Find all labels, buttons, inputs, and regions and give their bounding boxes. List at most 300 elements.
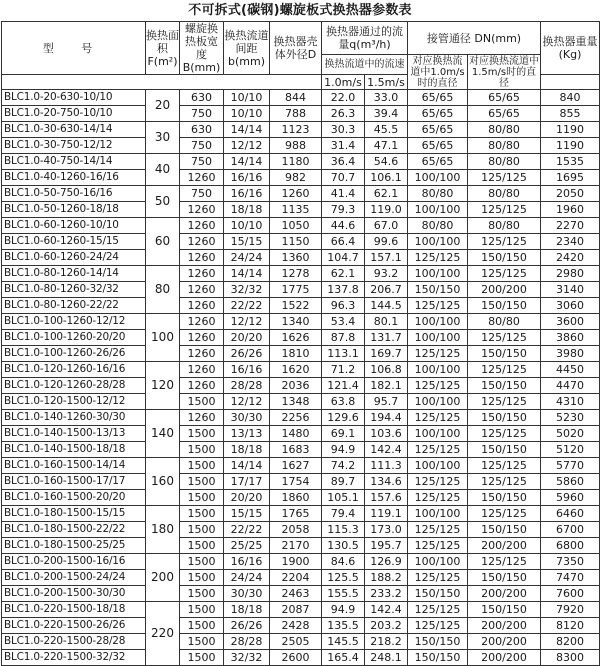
cell-flow-15: 218.2 — [365, 634, 408, 650]
cell-flow-1: 94.9 — [322, 602, 365, 618]
cell-dn-15: 125/125 — [468, 458, 541, 474]
cell-shell-od: 2428 — [270, 618, 322, 634]
cell-plate-width: 630 — [180, 122, 224, 138]
cell-plate-width: 1500 — [180, 586, 224, 602]
cell-flow-1: 22.0 — [322, 90, 365, 106]
table-row — [2, 298, 600, 314]
cell-weight: 2050 — [541, 186, 600, 202]
cell-plate-width: 1500 — [180, 522, 224, 538]
cell-plate-width: 1260 — [180, 218, 224, 234]
cell-model: BLC1.0-100-1260-12/12 — [2, 314, 146, 330]
cell-shell-od: 1180 — [270, 154, 322, 170]
cell-flow-1: 44.6 — [322, 218, 365, 234]
cell-shell-od: 1340 — [270, 314, 322, 330]
cell-model: BLC1.0-50-750-16/16 — [2, 186, 146, 202]
table-row — [2, 378, 600, 394]
cell-shell-od: 1278 — [270, 266, 322, 282]
cell-dn-1: 100/100 — [408, 506, 468, 522]
cell-flow-1: 155.5 — [322, 586, 365, 602]
cell-model: BLC1.0-220-1500-18/18 — [2, 602, 146, 618]
cell-flow-15: 157.6 — [365, 490, 408, 506]
cell-dn-1: 80/80 — [408, 186, 468, 202]
cell-flow-1: 96.3 — [322, 298, 365, 314]
header-flow-sub: 换热流道中的流速 — [322, 55, 408, 75]
cell-weight: 3860 — [541, 330, 600, 346]
cell-dn-1: 125/125 — [408, 538, 468, 554]
cell-plate-width: 1500 — [180, 570, 224, 586]
cell-flow-1: 105.1 — [322, 490, 365, 506]
cell-flow-1: 63.8 — [322, 394, 365, 410]
table-row — [2, 506, 600, 522]
cell-dn-1: 125/125 — [408, 474, 468, 490]
header-flow-1: 1.0m/s — [322, 75, 365, 90]
cell-weight: 1535 — [541, 154, 600, 170]
cell-dn-1: 100/100 — [408, 234, 468, 250]
cell-model: BLC1.0-60-1260-24/24 — [2, 250, 146, 266]
cell-model: BLC1.0-80-1260-22/22 — [2, 298, 146, 314]
cell-weight: 8120 — [541, 618, 600, 634]
cell-flow-15: 95.7 — [365, 394, 408, 410]
cell-shell-od: 1810 — [270, 346, 322, 362]
cell-flow-1: 30.3 — [322, 122, 365, 138]
cell-dn-15: 200/200 — [468, 282, 541, 298]
cell-dn-1: 65/65 — [408, 90, 468, 106]
cell-shell-od: 2600 — [270, 650, 322, 666]
parameter-table — [1, 21, 600, 666]
cell-dn-15: 150/150 — [468, 378, 541, 394]
cell-dn-1: 125/125 — [408, 410, 468, 426]
cell-plate-width: 630 — [180, 90, 224, 106]
cell-area: 60 — [146, 218, 180, 266]
cell-model: BLC1.0-160-1500-17/17 — [2, 474, 146, 490]
table-row — [2, 266, 600, 282]
cell-area: 40 — [146, 154, 180, 186]
cell-flow-1: 121.4 — [322, 378, 365, 394]
cell-flow-15: 80.1 — [365, 314, 408, 330]
cell-area: 160 — [146, 458, 180, 506]
cell-channel-gap: 15/15 — [224, 234, 270, 250]
cell-weight: 5860 — [541, 474, 600, 490]
cell-weight: 3600 — [541, 314, 600, 330]
cell-plate-width: 1500 — [180, 538, 224, 554]
cell-dn-1: 125/125 — [408, 522, 468, 538]
cell-shell-od: 1626 — [270, 330, 322, 346]
cell-weight: 3980 — [541, 346, 600, 362]
table-row — [2, 218, 600, 234]
cell-dn-15: 150/150 — [468, 346, 541, 362]
cell-shell-od: 1360 — [270, 250, 322, 266]
cell-shell-od: 1900 — [270, 554, 322, 570]
cell-plate-width: 750 — [180, 186, 224, 202]
cell-shell-od: 1765 — [270, 506, 322, 522]
table-row — [2, 346, 600, 362]
cell-flow-1: 130.5 — [322, 538, 365, 554]
table-row — [2, 186, 600, 202]
cell-channel-gap: 10/10 — [224, 106, 270, 122]
table-row — [2, 154, 600, 170]
cell-plate-width: 1260 — [180, 330, 224, 346]
cell-plate-width: 1260 — [180, 282, 224, 298]
cell-dn-15: 200/200 — [468, 634, 541, 650]
cell-dn-1: 100/100 — [408, 314, 468, 330]
cell-flow-1: 113.1 — [322, 346, 365, 362]
cell-dn-1: 150/150 — [408, 586, 468, 602]
cell-plate-width: 1260 — [180, 362, 224, 378]
cell-plate-width: 1500 — [180, 474, 224, 490]
cell-plate-width: 1260 — [180, 410, 224, 426]
cell-dn-15: 125/125 — [468, 474, 541, 490]
cell-channel-gap: 16/16 — [224, 170, 270, 186]
cell-weight: 2270 — [541, 218, 600, 234]
cell-dn-1: 100/100 — [408, 554, 468, 570]
cell-shell-od: 2256 — [270, 410, 322, 426]
cell-dn-15: 125/125 — [468, 330, 541, 346]
cell-dn-1: 100/100 — [408, 362, 468, 378]
cell-flow-1: 87.8 — [322, 330, 365, 346]
cell-plate-width: 1500 — [180, 554, 224, 570]
cell-plate-width: 1260 — [180, 170, 224, 186]
cell-dn-15: 150/150 — [468, 490, 541, 506]
table-row — [2, 362, 600, 378]
cell-plate-width: 1500 — [180, 426, 224, 442]
cell-channel-gap: 12/12 — [224, 314, 270, 330]
cell-weight: 1960 — [541, 202, 600, 218]
cell-dn-15: 150/150 — [468, 570, 541, 586]
cell-model: BLC1.0-80-1260-14/14 — [2, 266, 146, 282]
cell-area: 140 — [146, 410, 180, 458]
cell-model: BLC1.0-220-1500-32/32 — [2, 650, 146, 666]
header-channel-gap: 换热流道间距b(mm) — [224, 22, 270, 75]
table-row — [2, 650, 600, 666]
cell-flow-15: 62.1 — [365, 186, 408, 202]
cell-model: BLC1.0-140-1500-13/13 — [2, 426, 146, 442]
cell-dn-1: 80/80 — [408, 218, 468, 234]
cell-shell-od: 788 — [270, 106, 322, 122]
cell-weight: 4470 — [541, 378, 600, 394]
table-row — [2, 570, 600, 586]
cell-dn-1: 100/100 — [408, 266, 468, 282]
cell-dn-1: 100/100 — [408, 426, 468, 442]
cell-shell-od: 1683 — [270, 442, 322, 458]
cell-flow-15: 142.4 — [365, 602, 408, 618]
header-plate-width: 螺旋换热板宽度B(mm) — [180, 22, 224, 75]
cell-flow-1: 26.3 — [322, 106, 365, 122]
header-dn-group: 接管通径 DN(mm) — [408, 22, 541, 55]
cell-weight: 5960 — [541, 490, 600, 506]
cell-weight: 1695 — [541, 170, 600, 186]
cell-flow-1: 71.2 — [322, 362, 365, 378]
cell-dn-15: 150/150 — [468, 602, 541, 618]
cell-flow-15: 119.1 — [365, 506, 408, 522]
cell-weight: 4310 — [541, 394, 600, 410]
cell-flow-1: 89.7 — [322, 474, 365, 490]
cell-weight: 3140 — [541, 282, 600, 298]
cell-flow-1: 115.3 — [322, 522, 365, 538]
cell-plate-width: 750 — [180, 138, 224, 154]
cell-flow-15: 144.5 — [365, 298, 408, 314]
cell-dn-1: 125/125 — [408, 618, 468, 634]
cell-channel-gap: 28/28 — [224, 378, 270, 394]
cell-flow-15: 173.0 — [365, 522, 408, 538]
cell-shell-od: 1480 — [270, 426, 322, 442]
table-row — [2, 538, 600, 554]
cell-weight: 7600 — [541, 586, 600, 602]
cell-flow-15: 182.1 — [365, 378, 408, 394]
cell-model: BLC1.0-20-630-10/10 — [2, 90, 146, 106]
cell-channel-gap: 10/10 — [224, 218, 270, 234]
cell-model: BLC1.0-40-1260-16/16 — [2, 170, 146, 186]
cell-weight: 855 — [541, 106, 600, 122]
cell-channel-gap: 14/14 — [224, 458, 270, 474]
cell-channel-gap: 16/16 — [224, 186, 270, 202]
table-row — [2, 250, 600, 266]
cell-dn-15: 80/80 — [468, 154, 541, 170]
cell-flow-1: 31.4 — [322, 138, 365, 154]
cell-model: BLC1.0-120-1500-12/12 — [2, 394, 146, 410]
cell-weight: 2420 — [541, 250, 600, 266]
cell-dn-15: 80/80 — [468, 314, 541, 330]
cell-dn-15: 125/125 — [468, 362, 541, 378]
cell-channel-gap: 13/13 — [224, 426, 270, 442]
cell-dn-1: 125/125 — [408, 602, 468, 618]
cell-channel-gap: 12/12 — [224, 394, 270, 410]
table-body — [2, 90, 600, 666]
cell-shell-od: 2170 — [270, 538, 322, 554]
cell-plate-width: 1500 — [180, 458, 224, 474]
cell-model: BLC1.0-200-1500-16/16 — [2, 554, 146, 570]
cell-flow-1: 135.5 — [322, 618, 365, 634]
cell-model: BLC1.0-160-1500-14/14 — [2, 458, 146, 474]
header-shell-od: 换热器壳体外径D — [270, 22, 322, 75]
cell-weight: 7350 — [541, 554, 600, 570]
cell-channel-gap: 22/22 — [224, 298, 270, 314]
header-flow-15: 1.5m/s — [365, 75, 408, 90]
table-row — [2, 170, 600, 186]
cell-flow-15: 131.7 — [365, 330, 408, 346]
cell-weight: 4450 — [541, 362, 600, 378]
cell-channel-gap: 10/10 — [224, 90, 270, 106]
cell-shell-od: 2036 — [270, 378, 322, 394]
cell-weight: 6460 — [541, 506, 600, 522]
cell-channel-gap: 16/16 — [224, 362, 270, 378]
cell-weight: 5770 — [541, 458, 600, 474]
cell-flow-1: 70.7 — [322, 170, 365, 186]
cell-plate-width: 1500 — [180, 650, 224, 666]
cell-area: 80 — [146, 266, 180, 314]
cell-model: BLC1.0-120-1260-28/28 — [2, 378, 146, 394]
cell-model: BLC1.0-30-630-14/14 — [2, 122, 146, 138]
cell-shell-od: 2058 — [270, 522, 322, 538]
cell-dn-15: 125/125 — [468, 426, 541, 442]
cell-model: BLC1.0-220-1500-26/26 — [2, 618, 146, 634]
cell-plate-width: 1260 — [180, 202, 224, 218]
cell-dn-1: 100/100 — [408, 458, 468, 474]
table-row — [2, 282, 600, 298]
cell-model: BLC1.0-20-750-10/10 — [2, 106, 146, 122]
cell-flow-1: 41.4 — [322, 186, 365, 202]
cell-channel-gap: 20/20 — [224, 490, 270, 506]
cell-shell-od: 1522 — [270, 298, 322, 314]
cell-weight: 1190 — [541, 138, 600, 154]
cell-flow-15: 33.0 — [365, 90, 408, 106]
cell-shell-od: 2463 — [270, 586, 322, 602]
cell-dn-1: 100/100 — [408, 330, 468, 346]
cell-plate-width: 1500 — [180, 506, 224, 522]
cell-channel-gap: 18/18 — [224, 202, 270, 218]
table-row — [2, 234, 600, 250]
cell-flow-15: 248.1 — [365, 650, 408, 666]
cell-flow-15: 45.5 — [365, 122, 408, 138]
cell-area: 220 — [146, 602, 180, 666]
cell-channel-gap: 25/25 — [224, 538, 270, 554]
table-row — [2, 474, 600, 490]
cell-flow-15: 188.2 — [365, 570, 408, 586]
cell-dn-15: 80/80 — [468, 218, 541, 234]
table-row — [2, 410, 600, 426]
cell-model: BLC1.0-140-1500-18/18 — [2, 442, 146, 458]
table-row — [2, 490, 600, 506]
cell-flow-1: 36.4 — [322, 154, 365, 170]
cell-shell-od: 2087 — [270, 602, 322, 618]
cell-model: BLC1.0-180-1500-22/22 — [2, 522, 146, 538]
cell-shell-od: 1348 — [270, 394, 322, 410]
cell-dn-1: 100/100 — [408, 394, 468, 410]
cell-dn-1: 100/100 — [408, 170, 468, 186]
cell-dn-15: 200/200 — [468, 618, 541, 634]
cell-dn-1: 65/65 — [408, 106, 468, 122]
cell-dn-15: 80/80 — [468, 122, 541, 138]
table-row — [2, 586, 600, 602]
cell-shell-od: 1123 — [270, 122, 322, 138]
cell-dn-1: 125/125 — [408, 570, 468, 586]
cell-channel-gap: 16/16 — [224, 554, 270, 570]
cell-channel-gap: 20/20 — [224, 330, 270, 346]
cell-channel-gap: 32/32 — [224, 282, 270, 298]
cell-dn-15: 200/200 — [468, 586, 541, 602]
cell-flow-15: 194.4 — [365, 410, 408, 426]
cell-model: BLC1.0-100-1260-26/26 — [2, 346, 146, 362]
cell-area: 120 — [146, 362, 180, 410]
table-row — [2, 106, 600, 122]
cell-plate-width: 1500 — [180, 634, 224, 650]
cell-shell-od: 1050 — [270, 218, 322, 234]
cell-dn-15: 150/150 — [468, 522, 541, 538]
cell-plate-width: 750 — [180, 106, 224, 122]
cell-model: BLC1.0-60-1260-10/10 — [2, 218, 146, 234]
header-dn-15: 对应换热流道中1.5m/s时的直径 — [469, 55, 539, 89]
cell-weight: 7470 — [541, 570, 600, 586]
cell-dn-15: 80/80 — [468, 186, 541, 202]
table-row — [2, 394, 600, 410]
cell-channel-gap: 30/30 — [224, 410, 270, 426]
cell-model: BLC1.0-60-1260-15/15 — [2, 234, 146, 250]
cell-flow-15: 103.6 — [365, 426, 408, 442]
cell-area: 20 — [146, 90, 180, 122]
cell-plate-width: 1260 — [180, 234, 224, 250]
cell-dn-15: 125/125 — [468, 202, 541, 218]
cell-shell-od: 1775 — [270, 282, 322, 298]
cell-weight: 5230 — [541, 410, 600, 426]
cell-flow-1: 125.5 — [322, 570, 365, 586]
cell-plate-width: 1260 — [180, 266, 224, 282]
cell-plate-width: 1500 — [180, 602, 224, 618]
cell-flow-1: 62.1 — [322, 266, 365, 282]
cell-dn-15: 125/125 — [468, 266, 541, 282]
cell-shell-od: 1260 — [270, 186, 322, 202]
cell-flow-15: 111.3 — [365, 458, 408, 474]
cell-flow-1: 74.2 — [322, 458, 365, 474]
cell-model: BLC1.0-100-1260-20/20 — [2, 330, 146, 346]
cell-dn-1: 125/125 — [408, 250, 468, 266]
cell-dn-15: 125/125 — [468, 394, 541, 410]
cell-shell-od: 982 — [270, 170, 322, 186]
cell-dn-15: 80/80 — [468, 138, 541, 154]
cell-channel-gap: 18/18 — [224, 602, 270, 618]
cell-channel-gap: 15/15 — [224, 506, 270, 522]
cell-plate-width: 1260 — [180, 378, 224, 394]
header-weight: 换热器重量(Kg) — [541, 22, 600, 75]
table-row — [2, 602, 600, 618]
cell-plate-width: 1500 — [180, 618, 224, 634]
cell-plate-width: 1500 — [180, 442, 224, 458]
cell-flow-1: 84.6 — [322, 554, 365, 570]
cell-flow-15: 99.6 — [365, 234, 408, 250]
cell-shell-od: 1627 — [270, 458, 322, 474]
cell-area: 30 — [146, 122, 180, 154]
cell-shell-od: 1754 — [270, 474, 322, 490]
cell-dn-15: 65/65 — [468, 90, 541, 106]
cell-flow-1: 129.6 — [322, 410, 365, 426]
cell-flow-15: 106.8 — [365, 362, 408, 378]
cell-model: BLC1.0-200-1500-30/30 — [2, 586, 146, 602]
cell-flow-15: 54.6 — [365, 154, 408, 170]
cell-channel-gap: 22/22 — [224, 522, 270, 538]
table-row — [2, 426, 600, 442]
cell-flow-15: 119.0 — [365, 202, 408, 218]
cell-dn-1: 65/65 — [408, 154, 468, 170]
cell-dn-1: 65/65 — [408, 122, 468, 138]
table-row — [2, 442, 600, 458]
cell-flow-1: 137.8 — [322, 282, 365, 298]
cell-dn-1: 150/150 — [408, 634, 468, 650]
cell-flow-15: 157.1 — [365, 250, 408, 266]
cell-flow-15: 142.4 — [365, 442, 408, 458]
cell-dn-1: 125/125 — [408, 442, 468, 458]
cell-weight: 1190 — [541, 122, 600, 138]
table-row — [2, 314, 600, 330]
cell-channel-gap: 12/12 — [224, 138, 270, 154]
cell-shell-od: 1150 — [270, 234, 322, 250]
cell-channel-gap: 32/32 — [224, 650, 270, 666]
cell-weight: 3060 — [541, 298, 600, 314]
cell-area: 200 — [146, 554, 180, 602]
cell-dn-15: 125/125 — [468, 170, 541, 186]
cell-area: 50 — [146, 186, 180, 218]
cell-dn-15: 150/150 — [468, 250, 541, 266]
cell-flow-15: 203.2 — [365, 618, 408, 634]
table-row — [2, 458, 600, 474]
cell-channel-gap: 24/24 — [224, 250, 270, 266]
cell-model: BLC1.0-200-1500-24/24 — [2, 570, 146, 586]
table-row — [2, 618, 600, 634]
cell-dn-1: 65/65 — [408, 138, 468, 154]
cell-weight: 2980 — [541, 266, 600, 282]
cell-channel-gap: 14/14 — [224, 154, 270, 170]
cell-model: BLC1.0-140-1260-30/30 — [2, 410, 146, 426]
cell-plate-width: 1260 — [180, 346, 224, 362]
cell-shell-od: 1860 — [270, 490, 322, 506]
table-row — [2, 138, 600, 154]
